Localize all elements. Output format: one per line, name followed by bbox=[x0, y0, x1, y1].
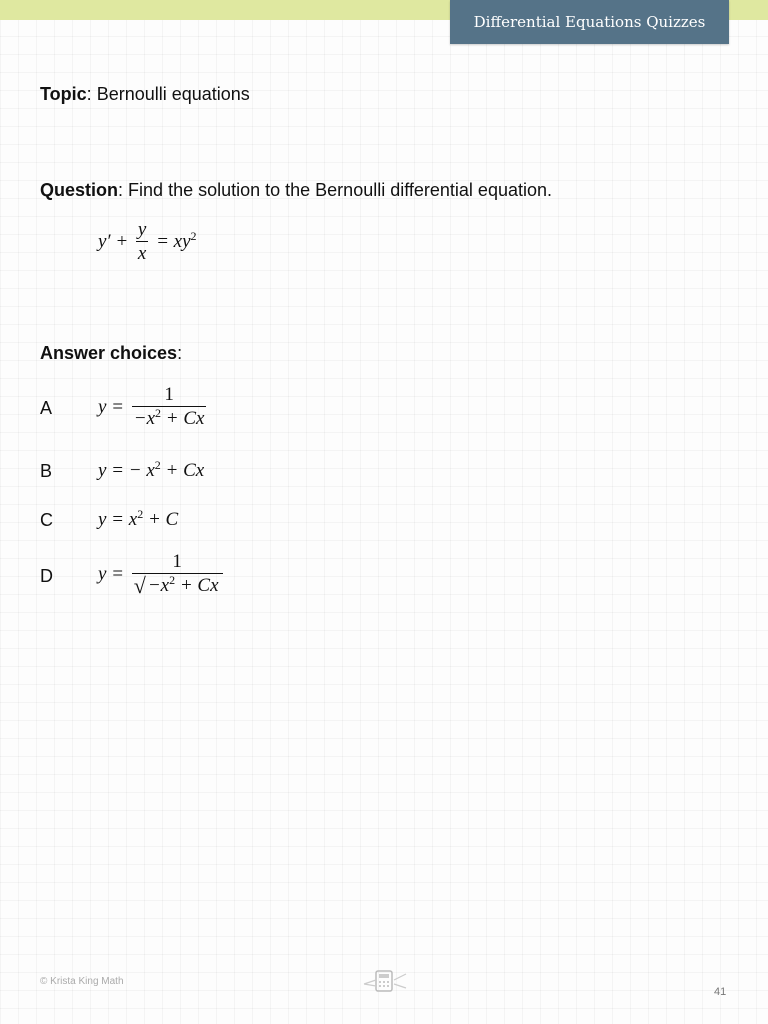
question-text: Find the solution to the Bernoulli differential equation. bbox=[128, 180, 552, 200]
choice-a-den-b: + Cx bbox=[165, 408, 205, 429]
choice-d-pre: y = bbox=[98, 563, 125, 585]
calculator-pencil-logo-icon bbox=[362, 968, 408, 994]
choice-b-expression bbox=[98, 460, 204, 482]
choice-b-exp: 2 bbox=[154, 458, 161, 472]
choice-d-den-a: −x bbox=[147, 575, 170, 596]
eq-rhs-exp: 2 bbox=[190, 228, 197, 243]
quiz-header-tab bbox=[450, 0, 729, 44]
choice-a-den-exp: 2 bbox=[155, 406, 162, 420]
choice-a-num: 1 bbox=[164, 384, 174, 405]
choice-a-expression bbox=[98, 384, 209, 432]
choice-b-post: + Cx bbox=[165, 460, 205, 481]
answers-label: Answer choices bbox=[40, 343, 178, 363]
choice-d-den-exp: 2 bbox=[169, 573, 176, 587]
topic-sep: : bbox=[86, 84, 92, 104]
header-title: Differential Equations Quizzes bbox=[473, 13, 706, 31]
choice-c-expression bbox=[98, 509, 178, 531]
choice-a-den bbox=[132, 406, 207, 432]
answers-sep: : bbox=[177, 343, 183, 363]
choice-d-fraction bbox=[132, 551, 223, 599]
choice-d-den-b: + Cx bbox=[179, 575, 219, 596]
copyright: © Krista King Math bbox=[40, 976, 124, 987]
choice-d-den bbox=[132, 573, 223, 599]
choice-a-den-a: −x bbox=[133, 408, 156, 429]
choice-d-letter: D bbox=[40, 566, 53, 586]
choice-d-radicand bbox=[146, 574, 221, 599]
sqrt-icon: √ bbox=[133, 573, 146, 598]
choice-a-pre: y = bbox=[98, 396, 125, 418]
page-number: 41 bbox=[714, 986, 727, 998]
choice-c-post: + C bbox=[147, 509, 179, 530]
choice-b-letter: B bbox=[40, 461, 53, 481]
topic-text: Bernoulli equations bbox=[96, 84, 250, 104]
eq-frac-den: x bbox=[137, 243, 147, 264]
topic-label: Topic bbox=[40, 84, 87, 104]
eq-rhs: = xy bbox=[156, 230, 191, 252]
choice-d-num: 1 bbox=[172, 551, 182, 572]
choice-b-pre: y = − x bbox=[98, 460, 155, 481]
topic-line bbox=[40, 83, 250, 105]
answers-line bbox=[40, 342, 182, 364]
choice-a-letter: A bbox=[40, 398, 53, 418]
question-sep: : bbox=[118, 180, 124, 200]
question-label: Question bbox=[40, 180, 119, 200]
choice-c-exp: 2 bbox=[137, 507, 144, 521]
question-line bbox=[40, 179, 552, 201]
eq-frac-num: y bbox=[137, 219, 147, 240]
eq-fraction bbox=[136, 219, 148, 266]
choice-c-pre: y = x bbox=[98, 509, 138, 530]
eq-lhs: y′ + bbox=[98, 230, 129, 252]
choice-d-expression bbox=[98, 551, 226, 599]
choice-a-fraction bbox=[132, 384, 207, 432]
choice-c-letter: C bbox=[40, 510, 53, 530]
question-equation bbox=[98, 219, 197, 266]
